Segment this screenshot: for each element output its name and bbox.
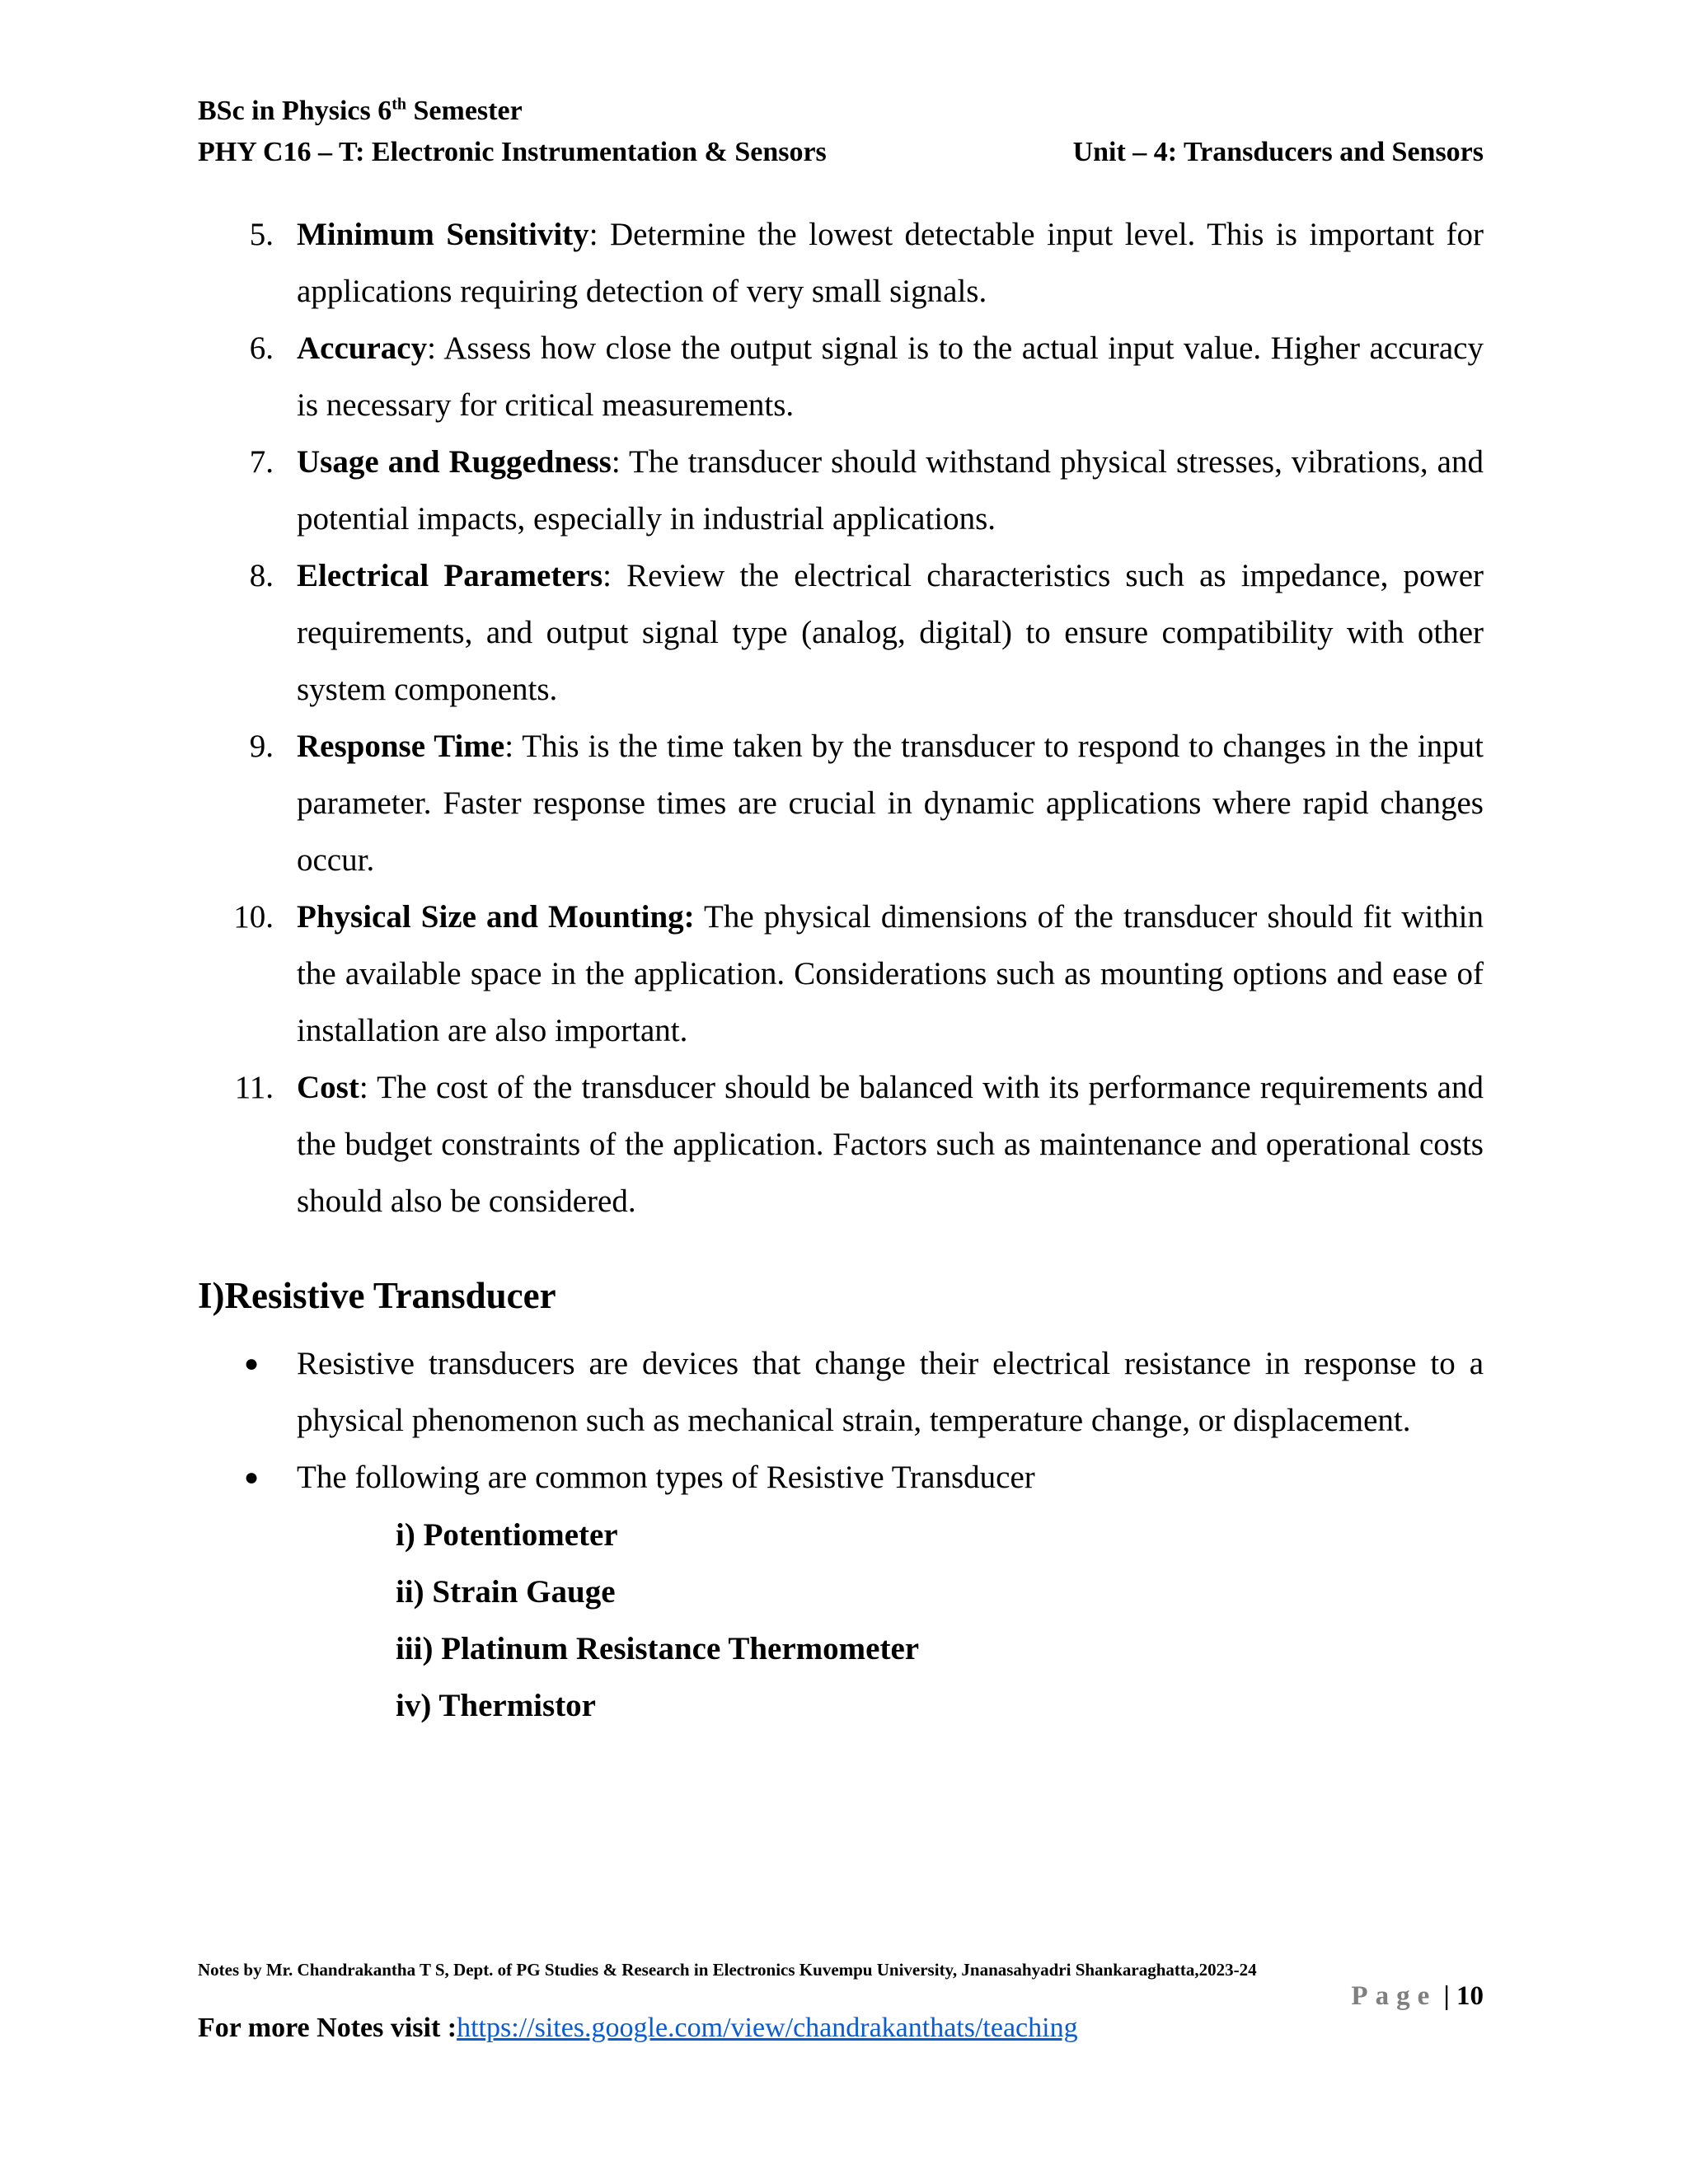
item-text: The cost of the transducer should be balanced with its performance requirements and the budget constraints of the application. Factors such as maintenance and operational costs should also be considered. [297,1070,1484,1219]
semester-prefix: BSc in Physics 6 [198,96,392,126]
page-word: Page [1351,1981,1437,2011]
item-text: The transducer should withstand physical stresses, vibrations, and potential impacts, especially in industrial applications. [297,444,1484,537]
item-number: 10. [233,899,274,935]
item-term: Minimum Sensitivity [297,217,589,252]
item-number: 9. [249,729,274,764]
item-number: 7. [249,444,274,480]
criteria-item [198,434,1484,547]
transducer-types-list [396,1507,919,1734]
bullet-item [198,1449,1484,1506]
resistive-transducer-bullets [198,1335,1484,1506]
footer-notes: Notes by Mr. Chandrakantha T S, Dept. of PG Studies & Research in Electronics Kuvempu University, Jnanasahyadri Shankaraghatta,2023-24 [198,1960,1257,1980]
item-number: 5. [249,217,274,252]
item-number: 11. [234,1070,274,1105]
transducer-type: iv) Thermistor [396,1688,596,1723]
item-term: Physical Size and Mounting: [297,899,695,935]
page-separator: | [1437,1981,1456,2011]
item-separator: : [588,217,598,252]
item-text: This is the time taken by the transducer to respond to changes in the input parameter. Faster response times are crucial in dynamic applications where rapid changes occur. [297,729,1484,878]
bullet-text: The following are common types of Resistive Transducer [297,1460,1035,1495]
course-header [198,137,1484,168]
item-term: Cost [297,1070,359,1105]
section-title: I)Resistive Transducer [198,1275,556,1316]
semester-superscript: th [392,95,407,114]
notes-link[interactable]: https://sites.google.com/view/chandrakanthats/teaching [457,2013,1078,2043]
criteria-item [198,547,1484,718]
item-term: Accuracy [297,330,428,366]
transducer-type: ii) Strain Gauge [396,1574,616,1610]
criteria-item [198,320,1484,434]
transducer-type: iii) Platinum Resistance Thermometer [396,1631,920,1666]
page-number-value: 10 [1456,1981,1484,2011]
criteria-item [198,718,1484,888]
criteria-item [198,888,1484,1059]
unit-title: Unit – 4: Transducers and Sensors [1072,137,1484,167]
item-separator: : [603,558,612,593]
page-number [1351,1981,1484,2012]
item-separator: : [427,330,436,366]
bullet-icon: ● [244,1350,260,1377]
footer-visit [198,2013,1078,2044]
visit-label: For more Notes visit : [198,2013,457,2043]
item-term: Electrical Parameters [297,558,603,593]
item-term: Usage and Ruggedness [297,444,612,480]
item-separator: : [611,444,621,480]
semester-suffix: Semester [406,96,523,126]
semester-heading [198,96,523,127]
item-separator: : [359,1070,368,1105]
bullet-item [198,1335,1484,1449]
item-term: Response Time [297,729,505,764]
bullet-text: Resistive transducers are devices that change their electrical resistance in response to a physical phenomenon such as mechanical strain, temperature change, or displacement. [297,1346,1484,1438]
criteria-item [198,206,1484,320]
item-text: The physical dimensions of the transducer should fit within the available space in the application. Considerations such as mounting options and ease of installation are also important. [297,899,1484,1048]
item-text: Review the electrical characteristics such as impedance, power requirements, and output signal type (analog, digital) to ensure compatibility with other system components. [297,558,1484,707]
transducer-type: i) Potentiometer [396,1517,618,1553]
item-text: Assess how close the output signal is to the actual input value. Higher accuracy is necessary for critical measurements. [297,330,1484,423]
item-number: 6. [249,330,274,366]
criteria-item [198,1059,1484,1230]
item-separator: : [504,729,514,764]
bullet-icon: ● [244,1464,260,1491]
selection-criteria-list [198,206,1484,1230]
item-text: Determine the lowest detectable input level. This is important for applications requiring detection of very small signals. [297,217,1484,309]
item-number: 8. [249,558,274,593]
course-title: PHY C16 – T: Electronic Instrumentation & Sensors [198,137,827,167]
